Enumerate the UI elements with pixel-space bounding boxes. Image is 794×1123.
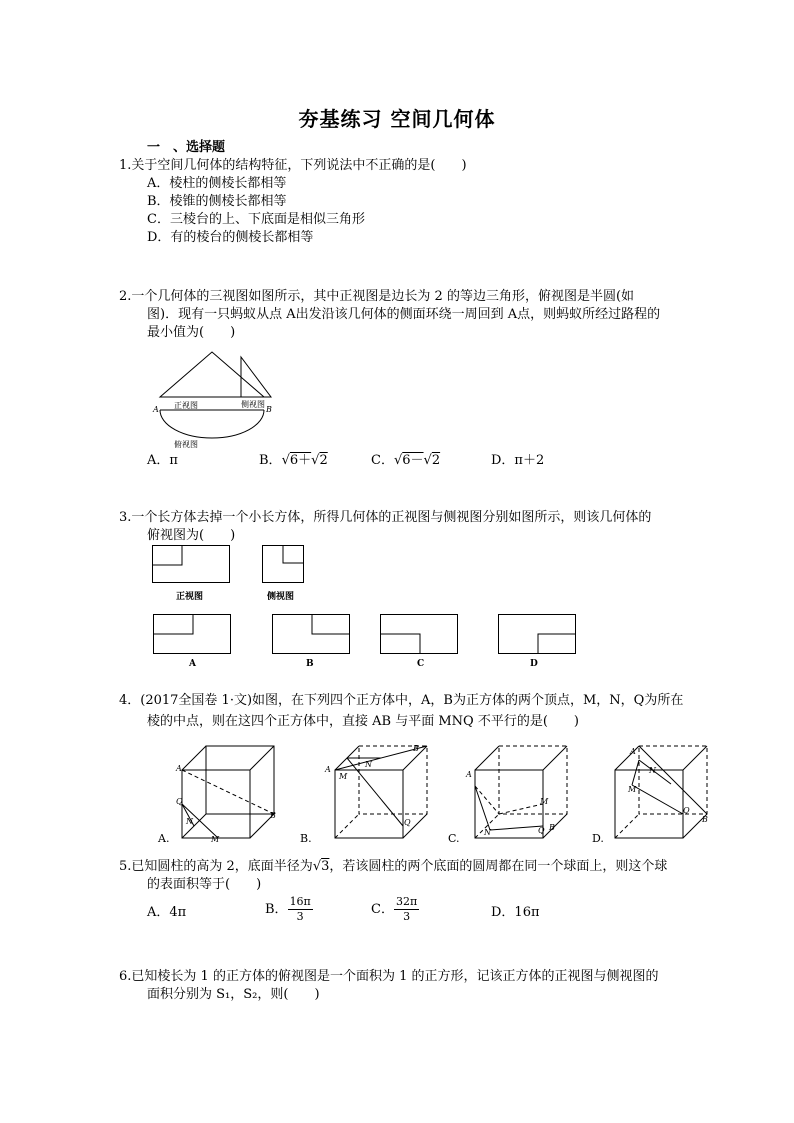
q1-stem: 1.关于空间几何体的结构特征，下列说法中不正确的是( ) xyxy=(119,158,467,173)
q5-option-c-prefix: C． xyxy=(371,902,394,917)
q4-option-c-label[interactable]: C. xyxy=(448,832,460,845)
q4b-point-b: B xyxy=(413,744,419,753)
q3-option-b-figure[interactable] xyxy=(272,614,350,654)
q2-option-b-prefix: B． xyxy=(259,453,282,468)
q4-cube-a[interactable] xyxy=(160,745,280,840)
sqrt-icon: √ xyxy=(281,453,290,468)
q5-stem-part1: 5.已知圆柱的高为 2，底面半径为 xyxy=(119,859,313,874)
section-heading: 一 、选择题 xyxy=(147,140,226,155)
q5-stem-part2: ，若该圆柱的两个底面的圆周都在同一个球面上，则这个球 xyxy=(329,859,668,874)
q5-option-b-prefix: B． xyxy=(265,902,288,917)
q5-option-c-numerator: 32π xyxy=(395,895,418,908)
q4c-point-a: A xyxy=(466,770,472,779)
q2-stem-line2: 图)．现有一只蚂蚁从点 A出发沿该几何体的侧面环绕一周回到 A点，则蚂蚁所经过路程的 xyxy=(147,307,661,322)
q2-option-d[interactable]: D．π＋2 xyxy=(491,453,545,468)
sqrt-icon: √ xyxy=(423,453,432,468)
q5-option-a[interactable]: A．4π xyxy=(147,905,187,920)
q4-stem-line1: 4．(2017全国卷 1·文)如图，在下列四个正方体中，A，B为正方体的两个顶点，M，N，Q为所在 xyxy=(119,693,684,708)
q5-option-d[interactable]: D．16π xyxy=(491,905,540,920)
q4c-point-b: B xyxy=(549,823,555,832)
q4d-point-m: M xyxy=(628,785,637,794)
q4-stem-line2: 棱的中点，则在这四个正方体中，直接 AB 与平面 MNQ 不平行的是( ) xyxy=(147,714,579,729)
q3-option-a-figure[interactable] xyxy=(153,614,231,654)
q2-point-b-label: B xyxy=(266,405,272,414)
q3-front-view xyxy=(152,545,230,583)
q4a-point-a: A xyxy=(176,764,182,773)
q4a-point-b: B xyxy=(270,811,276,820)
page-title: 夯基练习 空间几何体 xyxy=(298,107,496,131)
q3-front-view-label: 正视图 xyxy=(176,592,204,602)
q3-option-d-figure[interactable] xyxy=(498,614,576,654)
q3-option-b-label[interactable]: B xyxy=(306,659,314,669)
q4c-point-m: M xyxy=(540,797,549,806)
q5-option-b-denominator: 3 xyxy=(296,910,304,923)
q2-option-b[interactable] xyxy=(259,452,328,470)
q2-top-view-semicircle xyxy=(160,410,264,438)
q3-option-c-label[interactable]: C xyxy=(417,659,425,669)
q4-cube-c[interactable] xyxy=(470,745,590,840)
q2-stem-line1: 2.一个几何体的三视图如图所示，其中正视图是边长为 2 的等边三角形，俯视图是半圆(如 xyxy=(119,289,635,304)
q2-side-view-triangle xyxy=(241,357,271,397)
q5-stem-sqrt: 3 xyxy=(321,859,330,874)
q4d-point-b: B xyxy=(702,815,708,824)
q6-stem-line2: 面积分别为 S₁，S₂，则( ) xyxy=(147,987,320,1002)
q2-option-a[interactable]: A．π xyxy=(147,453,178,468)
q4b-point-m: M xyxy=(339,772,348,781)
q4-option-a-label[interactable]: A. xyxy=(158,832,170,845)
q4a-point-n: N xyxy=(186,817,193,826)
sqrt-icon: √ xyxy=(312,859,322,874)
q2-option-c-expr2: 2 xyxy=(431,453,441,468)
q1-option-b[interactable]: B．棱锥的侧棱长都相等 xyxy=(147,194,287,209)
q1-option-d[interactable]: D．有的棱台的侧棱长都相等 xyxy=(147,230,314,245)
q2-front-view-label: 正视图 xyxy=(174,401,198,410)
q4-option-b-label[interactable]: B. xyxy=(300,832,312,845)
q5-option-c-denominator: 3 xyxy=(403,910,411,923)
q3-side-view-label: 侧视图 xyxy=(267,592,295,602)
q2-side-view-label: 侧视图 xyxy=(241,400,265,409)
q4a-point-q: Q xyxy=(176,797,183,806)
q4b-point-q: Q xyxy=(404,818,411,827)
q2-point-a-label: A xyxy=(153,405,159,414)
q5-option-b-fraction xyxy=(288,895,313,924)
q5-option-b-numerator: 16π xyxy=(289,895,311,908)
q4d-point-n: N xyxy=(649,766,656,775)
q3-stem-line1: 3.一个长方体去掉一个小长方体，所得几何体的正视图与侧视图分别如图所示，则该几何体的 xyxy=(119,510,652,525)
q4d-point-q: Q xyxy=(683,806,690,815)
q4b-point-n: N xyxy=(365,760,372,769)
q1-option-c[interactable]: C．三棱台的上、下底面是相似三角形 xyxy=(147,212,365,227)
q4b-point-a: A xyxy=(325,765,331,774)
q2-option-c[interactable] xyxy=(371,452,440,470)
q2-front-view-triangle xyxy=(160,352,264,397)
q4c-point-n: N xyxy=(484,828,491,837)
q4-cube-b[interactable] xyxy=(330,745,450,840)
q2-option-b-expr: 6＋ xyxy=(289,453,312,468)
q5-stem-line2: 的表面积等于( ) xyxy=(147,877,262,892)
q1-option-a[interactable]: A．棱柱的侧棱长都相等 xyxy=(147,176,287,191)
q2-option-c-prefix: C． xyxy=(371,453,394,468)
q5-stem-line1 xyxy=(119,858,667,876)
q2-stem-line3: 最小值为( ) xyxy=(147,325,236,340)
sqrt-icon: √ xyxy=(311,453,320,468)
q5-option-c[interactable] xyxy=(371,895,419,924)
q4a-point-m: M xyxy=(211,835,220,844)
q2-top-view-label: 俯视图 xyxy=(174,440,198,449)
q4d-point-a: A xyxy=(630,747,636,756)
q5-option-b[interactable] xyxy=(265,895,313,924)
q4-option-d-label[interactable]: D. xyxy=(592,832,604,845)
sqrt-icon: √ xyxy=(393,453,403,468)
q3-stem-line2: 俯视图为( ) xyxy=(147,528,236,543)
q2-option-c-expr: 6－ xyxy=(402,453,424,468)
q3-side-view xyxy=(262,545,304,583)
q6-stem-line1: 6.已知棱长为 1 的正方体的俯视图是一个面积为 1 的正方形，记该正方体的正视图与侧视图的 xyxy=(119,969,659,984)
q3-option-d-label[interactable]: D xyxy=(530,659,538,669)
q4c-point-q: Q xyxy=(538,826,545,835)
q3-option-a-label[interactable]: A xyxy=(189,659,196,669)
q2-option-b-expr2: 2 xyxy=(319,453,328,468)
q5-option-c-fraction xyxy=(394,895,419,924)
q3-option-c-figure[interactable] xyxy=(380,614,458,654)
